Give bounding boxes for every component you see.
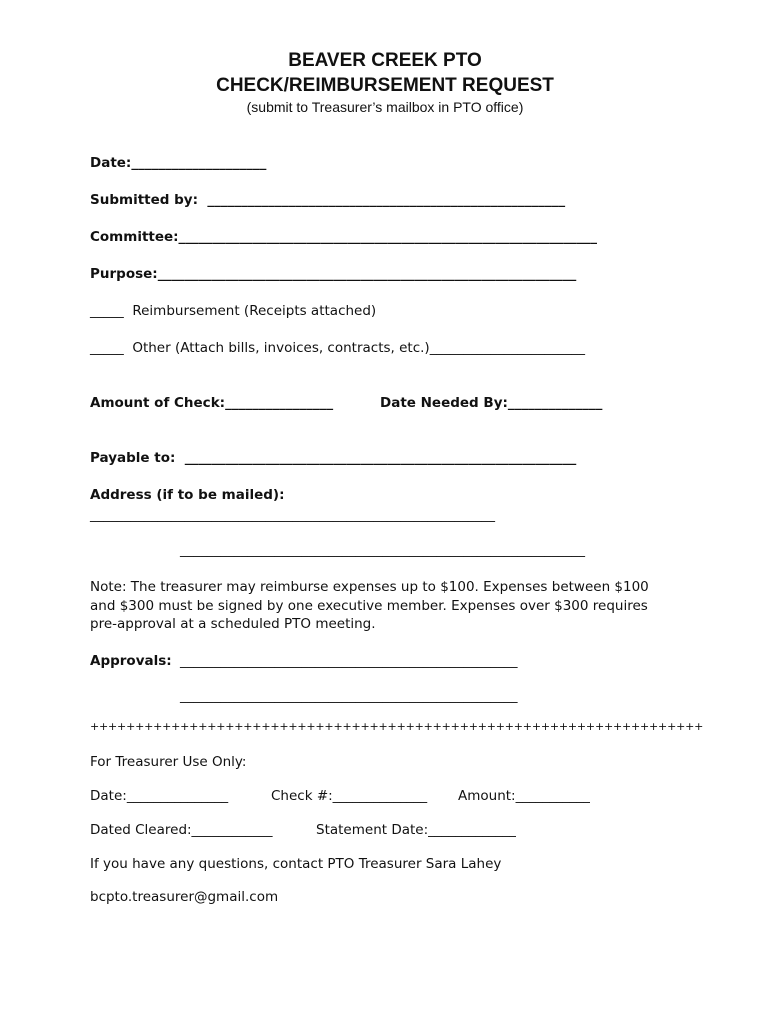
submitted-by-field[interactable]: Submitted by: _____________________________________________________ — [90, 192, 566, 208]
address-line-1[interactable]: ____________________________________________________________ — [90, 507, 495, 523]
check-number-field[interactable]: Check #:______________ — [271, 788, 428, 804]
reimbursement-policy-note: Note: The treasurer may reimburse expenses up to $100. Expenses between $100 and $300 must be signed by one executive member. Expenses over $300 requires pre-approval at a scheduled PTO meeting. — [90, 579, 649, 632]
address-label: Address (if to be mailed): — [90, 487, 285, 503]
date-cleared-field[interactable]: Dated Cleared:____________ — [90, 822, 273, 838]
date-field[interactable]: Date:____________________ — [90, 155, 267, 171]
committee-field[interactable]: Committee:______________________________________________________________ — [90, 229, 598, 245]
purpose-field[interactable]: Purpose:______________________________________________________________ — [90, 266, 577, 282]
statement-date-field[interactable]: Statement Date:_____________ — [316, 822, 516, 838]
approvals-label: Approvals: — [90, 653, 172, 669]
submit-instructions: (submit to Treasurer’s mailbox in PTO office) — [246, 99, 524, 115]
org-name: BEAVER CREEK PTO — [288, 50, 482, 71]
approvals-line-2[interactable]: __________________________________________________ — [180, 688, 518, 704]
treasurer-date-field[interactable]: Date:_______________ — [90, 788, 229, 804]
treasurer-amount-field[interactable]: Amount:___________ — [458, 788, 590, 804]
reimbursement-option[interactable]: _____ Reimbursement (Receipts attached) — [90, 303, 377, 319]
treasurer-email: bcpto.treasurer@gmail.com — [90, 889, 279, 905]
other-option[interactable]: _____ Other (Attach bills, invoices, contracts, etc.)_______________________ — [90, 340, 585, 356]
address-line-2[interactable]: ____________________________________________________________ — [180, 542, 585, 558]
questions-contact: If you have any questions, contact PTO Treasurer Sara Lahey — [90, 856, 502, 872]
amount-of-check-field[interactable]: Amount of Check:________________ — [90, 395, 334, 411]
date-needed-by-field[interactable]: Date Needed By:______________ — [380, 395, 603, 411]
treasurer-heading: For Treasurer Use Only: — [90, 754, 247, 770]
section-separator: ++++++++++++++++++++++++++++++++++++++++++++++++++++++++++++++++++++ — [90, 720, 704, 733]
form-title: CHECK/REIMBURSEMENT REQUEST — [216, 75, 554, 96]
approvals-line-1[interactable]: __________________________________________________ — [180, 653, 518, 669]
payable-to-field[interactable]: Payable to: __________________________________________________________ — [90, 450, 577, 466]
